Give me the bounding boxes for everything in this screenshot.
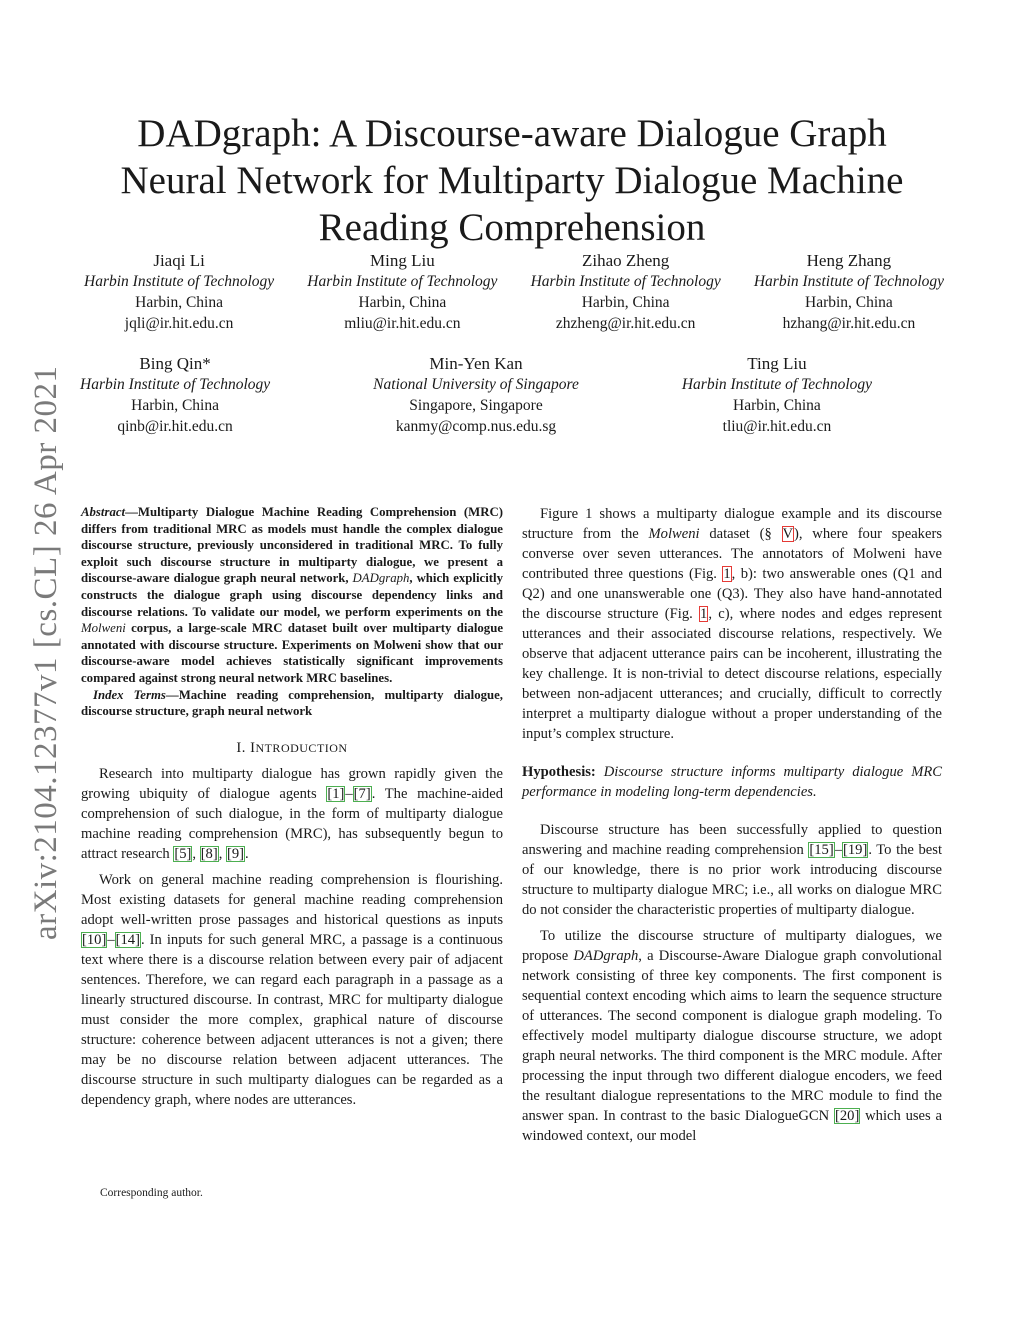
author-email: kanmy@comp.nus.edu.sg (395, 418, 557, 435)
author-name: Zihao Zheng (581, 251, 670, 270)
citation-link[interactable]: [10] (82, 931, 107, 948)
author-location: Singapore, Singapore (409, 397, 543, 414)
paragraph-text: , b): two answerable ones (Q1 and Q2) and one unanswerable one (Q3). They also have hand-annotated the discourse structure (Fig. (522, 566, 942, 622)
author-affiliation: Harbin Institute of Technology (681, 376, 872, 393)
section-title-rest: NTRODUCTION (255, 740, 348, 755)
hypothesis-label: Hypothesis: (522, 764, 596, 780)
author-email: tliu@ir.hit.edu.cn (722, 418, 832, 435)
author-name: Ming Liu (370, 251, 435, 270)
citation-link[interactable]: [14] (115, 931, 140, 948)
abstract-model-name: DADgraph (352, 571, 410, 586)
section-ref-link[interactable]: V (782, 526, 794, 542)
separator: , (192, 845, 200, 862)
paragraph-text: . The machine-aided comprehension of such dialogue, in the form of multiparty dialogue machine reading comprehension (MRC), has subsequently begun to attract research (81, 785, 503, 862)
paragraph-text: . In inputs for such general MRC, a passage is a continuous text where there is a discourse relation between every pair of adjacent sentences. Therefore, we can regard each paragraph in a passage as a linearly structured discourse. In contrast, MRC for multiparty dialogue must consider the more complex, graphical nature of discourse structure: coherence between adjacent utterances is not a given; there may be no discourse relation between adjacent utterances. The discourse structure in such multiparty dialogues can be regarded as a dependency graph, where nodes are utterances. (81, 931, 503, 1108)
author-name: Min-Yen Kan (429, 354, 523, 373)
author-email: qinb@ir.hit.edu.cn (117, 418, 233, 435)
author-email: hzhang@ir.hit.edu.cn (782, 315, 916, 332)
range-dash: – (345, 785, 353, 802)
author-email: zhzheng@ir.hit.edu.cn (555, 315, 696, 332)
footnote: Corresponding author. (100, 1187, 203, 1199)
range-dash: – (107, 931, 115, 948)
intro-paragraph-1 (81, 764, 503, 864)
paragraph-text: ), where four speakers converse over seven utterances. The annotators of Molweni have contributed three questions (Fig. (522, 526, 943, 582)
author-affiliation: Harbin Institute of Technology (84, 273, 275, 290)
author-location: Harbin, China (131, 397, 219, 414)
abstract (81, 504, 503, 720)
author-block (373, 353, 579, 437)
section-numeral: I. (236, 739, 246, 756)
author-affiliation: Harbin Institute of Technology (80, 376, 271, 393)
author-email: mliu@ir.hit.edu.cn (344, 315, 461, 332)
right-paragraph-1 (522, 504, 942, 744)
author-block (754, 250, 944, 334)
paragraph-text: Research into multiparty dialogue has grown rapidly given the growing ubiquity of dialogue agents (81, 765, 503, 802)
abstract-label: Abstract (81, 505, 126, 519)
author-block (84, 250, 274, 334)
model-name: DADgraph (573, 948, 639, 964)
right-paragraph-2 (522, 820, 942, 920)
right-column (522, 504, 942, 1146)
paragraph-text: Discourse structure has been successfully applied to question answering and machine reading comprehension (522, 822, 942, 858)
abstract-text: Multiparty Dialogue Machine Reading Comprehension (MRC) differs from traditional MRC as models must handle the complex dialogue discourse structure, previously unconsidered in traditional MRC. To fully exploit such discourse structure in multiparty dialogue, we present a discourse-aware dialogue graph neural network, (81, 505, 503, 586)
citation-link[interactable]: [20] (834, 1108, 860, 1124)
paragraph-text: Figure 1 shows a multiparty dialogue example and its discourse structure from the (522, 506, 942, 542)
section-heading-introduction (81, 738, 503, 758)
citation-link[interactable]: [1] (327, 785, 345, 802)
author-location: Harbin, China (733, 397, 821, 414)
author-block (531, 250, 721, 334)
left-column (81, 504, 503, 1110)
author-affiliation: Harbin Institute of Technology (307, 273, 498, 290)
author-location: Harbin, China (805, 294, 893, 311)
hypothesis (522, 762, 942, 802)
author-affiliation: Harbin Institute of Technology (753, 273, 944, 290)
paragraph-text: To utilize the discourse structure of multiparty dialogues, we propose (522, 928, 942, 964)
author-location: Harbin, China (135, 294, 223, 311)
paragraph-text: dataset (§ (699, 526, 782, 542)
citation-link[interactable]: [8] (200, 845, 218, 862)
citation-link[interactable]: [15] (809, 842, 834, 858)
index-terms-text: —Machine reading comprehension, multiparty dialogue, discourse structure, graph neural network (81, 687, 503, 719)
author-email: jqli@ir.hit.edu.cn (124, 315, 234, 332)
abstract-text: corpus, a large-scale MRC dataset built over multiparty dialogue annotated with discourse structure. Experiments on Molweni show that our discourse-aware model achieves statistically significant improvements compared against strong neural network MRC baselines. (81, 621, 503, 685)
index-terms-label: Index Terms (93, 687, 166, 702)
paragraph-text: . To the best of our knowledge, there is no prior work introducing discourse structure to multiparty dialogue MRC; i.e., all works on dialogue MRC do not consider the characteristic properties of multiparty dialogue. (522, 842, 942, 918)
intro-paragraph-2 (81, 870, 503, 1110)
citation-link[interactable]: [19] (842, 842, 868, 858)
author-row-2 (80, 353, 872, 437)
author-block (682, 353, 872, 437)
citation-link[interactable]: [7] (353, 785, 371, 802)
section-title-initial: I (250, 739, 256, 756)
author-row-1 (84, 250, 944, 334)
citation-link[interactable]: [5] (174, 845, 192, 862)
paragraph-text: , c), where nodes and edges represent utterances and their associated discourse relations, respectively. We observe that adjacent utterance pairs can be incoherent, illustrating the key challenge. It is non-trivial to detect discourse relations, especially between non-adjacent utterances; and crucially, difficult to correctly interpret a multiparty dialogue without a proper understanding of the input’s complex structure. (522, 606, 942, 742)
right-paragraph-3 (522, 926, 942, 1146)
author-location: Harbin, China (358, 294, 447, 311)
author-name: Bing Qin* (139, 354, 211, 373)
figure-ref-link[interactable]: 1 (723, 566, 731, 582)
arxiv-identifier: arXiv:2104.12377v1 [cs.CL] 26 Apr 2021 (28, 365, 64, 940)
dataset-name: Molweni (648, 526, 700, 542)
paragraph-text: which uses a windowed context, our model (522, 1108, 942, 1144)
range-dash: – (834, 842, 842, 858)
author-block (307, 250, 497, 334)
period: . (245, 845, 249, 862)
abstract-text: , which explicitly constructs the dialogue graph using discourse dependency links and discourse relations. To validate our model, we perform experiments on the (81, 571, 503, 619)
author-affiliation: National University of Singapore (373, 376, 579, 393)
paragraph-text: Work on general machine reading comprehension is flourishing. Most existing datasets for general machine reading comprehension adopt well-written prose passages and historical questions as inputs (81, 871, 503, 928)
author-name: Ting Liu (747, 354, 807, 373)
paragraph-text: , a Discourse-Aware Dialogue graph convolutional network consisting of three key components. The first component is sequential context encoding which aims to learn the sequence structure of utterances. The second component is dialogue graph modeling. To effectively model multiparty dialogue discourse structure, we adopt graph neural networks. The third component is the MRC module. After processing the input through two different dialogue encoders, we feed the resultant dialogue representations to the MRC module to find the answer span. In contrast to the basic DialogueGCN (522, 948, 942, 1124)
hypothesis-text: Discourse structure informs multiparty dialogue MRC performance in modeling long-term dependencies. (522, 764, 942, 800)
abstract-corpus-name: Molweni (81, 621, 126, 636)
author-name: Heng Zhang (806, 251, 892, 270)
abstract-dash: — (125, 505, 138, 519)
author-name: Jiaqi Li (153, 251, 205, 270)
separator: , (218, 845, 227, 862)
paper-title: DADgraph: A Discourse-aware Dialogue Graph Neural Network for Multiparty Dialogue Machine Reading Comprehension (120, 112, 904, 250)
author-affiliation: Harbin Institute of Technology (530, 273, 721, 290)
citation-link[interactable]: [9] (227, 845, 245, 862)
author-location: Harbin, China (581, 294, 670, 311)
author-block (80, 353, 270, 437)
figure-ref-link[interactable]: 1 (700, 606, 708, 622)
